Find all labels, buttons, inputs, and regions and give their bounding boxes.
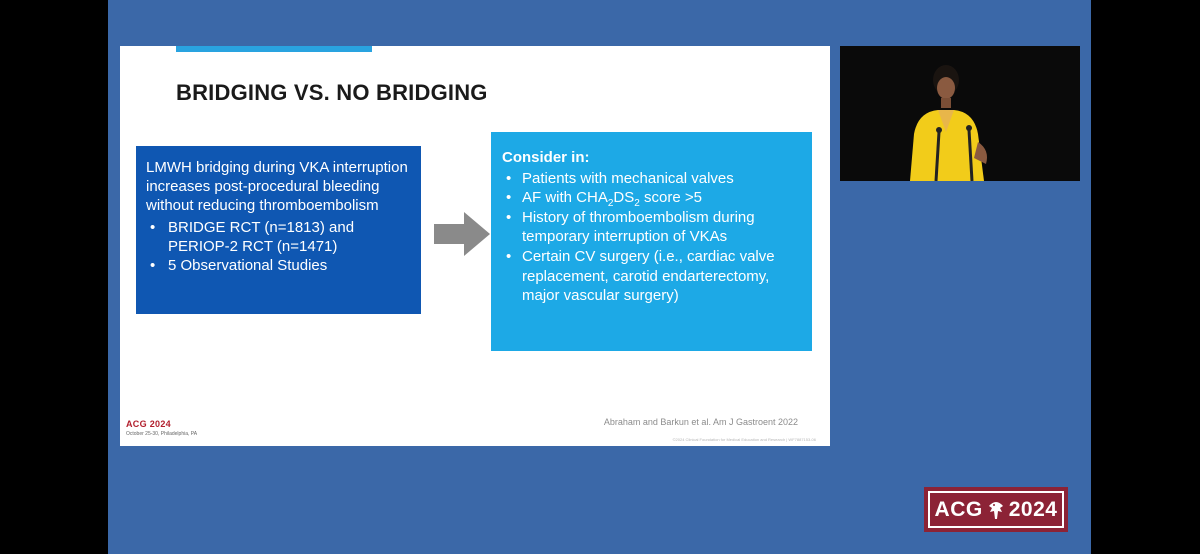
consider-list: [502, 169, 802, 306]
acg-2024-badge: [924, 487, 1068, 532]
af-mid: DS: [613, 189, 635, 207]
list-item-af-score: [502, 188, 802, 208]
arrow-right-icon: [434, 212, 490, 256]
slide-accent-bar: [176, 46, 372, 52]
slide-logo-mark: [126, 419, 226, 429]
slide-fineprint: ©2024 Clinical Foundation for Medical Education and Research | WF7887153-06: [672, 437, 816, 442]
list-item: • Certain CV surgery (i.e., cardiac valve replacement, carotid endarterectomy, major vascular surgery): [502, 247, 802, 306]
consider-heading: Consider in:: [502, 149, 590, 166]
slide-logo-year: 2024: [149, 419, 171, 429]
speaker-video-feed: [840, 46, 1080, 181]
af-suffix: score >5: [639, 189, 702, 207]
consider-bridging-box: [491, 132, 812, 351]
slide-citation: Abraham and Barkun et al. Am J Gastroent 2022: [603, 417, 798, 427]
letterbox-right: [1091, 0, 1200, 554]
badge-frame: [928, 491, 1064, 528]
bridging-evidence-list: [146, 218, 411, 276]
list-item: • BRIDGE RCT (n=1813) and PERIOP-2 RCT (n=1471): [146, 218, 411, 256]
slide-title: BRIDGING VS. NO BRIDGING: [176, 80, 488, 105]
af-subscript: 2: [607, 198, 614, 210]
bridging-findings-text: LMWH bridging during VKA interruption increases post-procedural bleeding without reducing thromboembolism: [146, 159, 408, 215]
speaker-figure: [840, 46, 1080, 181]
list-item: • History of thromboembolism during temporary interruption of VKAs: [502, 208, 802, 247]
slide-logo-dates: October 25-30, Philadelphia, PA: [126, 431, 198, 437]
bridging-findings-box: [136, 146, 421, 314]
eagle-icon: [987, 500, 1005, 520]
letterbox-left: [0, 0, 108, 554]
presentation-slide: [120, 46, 830, 446]
slide-footer-logo: [126, 419, 226, 443]
slide-logo-prefix: ACG: [126, 419, 147, 429]
af-subscript: 2: [634, 198, 640, 210]
badge-prefix: ACG: [934, 497, 983, 521]
list-item: • 5 Observational Studies: [146, 256, 411, 275]
list-item: • Patients with mechanical valves: [502, 169, 802, 189]
badge-year: 2024: [1008, 497, 1058, 521]
af-prefix: AF with CHA: [522, 189, 608, 207]
